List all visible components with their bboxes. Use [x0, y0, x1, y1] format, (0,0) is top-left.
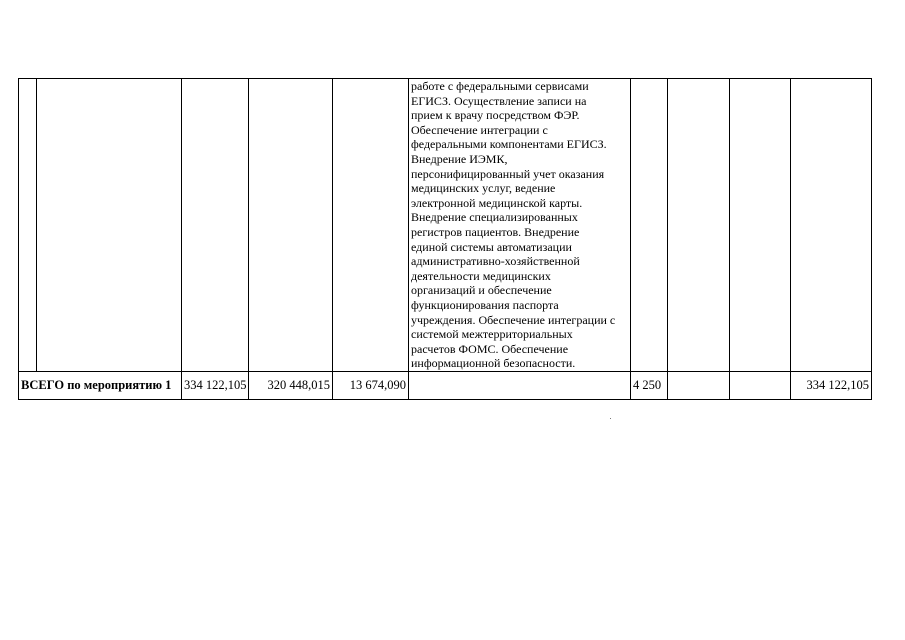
federal-amount: 320 448,015	[249, 371, 333, 399]
description-line: медицинских услуг, ведение	[411, 181, 556, 196]
description-line: расчетов ФОМС. Обеспечение	[411, 341, 569, 356]
table-cell	[631, 79, 668, 372]
regional-amount: 13 674,090	[333, 371, 409, 399]
total-amount: 334 122,105	[182, 371, 249, 399]
description-line: работе с федеральными сервисами	[411, 79, 589, 93]
table-cell	[333, 79, 409, 372]
activity-description-cell	[409, 79, 631, 372]
table-cell	[730, 79, 791, 372]
table-cell	[668, 371, 730, 399]
total-amount-end: 334 122,105	[791, 371, 872, 399]
description-line: организаций и обеспечение	[411, 283, 552, 298]
description-line: Внедрение ИЭМК,	[411, 151, 508, 166]
description-line: персонифицированный учет оказания	[411, 166, 605, 181]
description-row	[19, 79, 872, 372]
table-cell	[249, 79, 333, 372]
description-line: функционирования паспорта	[411, 297, 559, 312]
table-cell	[37, 79, 182, 372]
table-cell	[182, 79, 249, 372]
description-line: электронной медицинской карты.	[411, 195, 583, 210]
description-line: системой межтерриториальных	[411, 327, 573, 342]
description-line: ЕГИСЗ. Осуществление записи на	[411, 93, 587, 108]
description-line: федеральными компонентами ЕГИСЗ.	[411, 137, 607, 152]
description-line: единой системы автоматизации	[411, 239, 572, 254]
table-cell	[668, 79, 730, 372]
description-line: административно-хозяйственной	[411, 254, 580, 269]
budget-table	[18, 78, 872, 400]
table-cell	[791, 79, 872, 372]
description-line: регистров пациентов. Внедрение	[411, 224, 580, 239]
description-line: Внедрение специализированных	[411, 210, 578, 225]
description-line: учреждения. Обеспечение интеграции с	[411, 312, 616, 327]
description-line: деятельности медицинских	[411, 268, 551, 283]
table-cell	[730, 371, 791, 399]
description-line: информационной безопасности.	[411, 356, 576, 371]
description-line: Обеспечение интеграции с	[411, 122, 548, 137]
table-cell	[409, 371, 631, 399]
total-label: ВСЕГО по мероприятию 1	[19, 371, 182, 399]
indicator-value: 4 250	[631, 371, 668, 399]
scan-speck	[610, 418, 611, 419]
description-line: прием к врачу посредством ФЭР.	[411, 108, 580, 123]
total-row	[19, 371, 872, 399]
table-cell	[19, 79, 37, 372]
